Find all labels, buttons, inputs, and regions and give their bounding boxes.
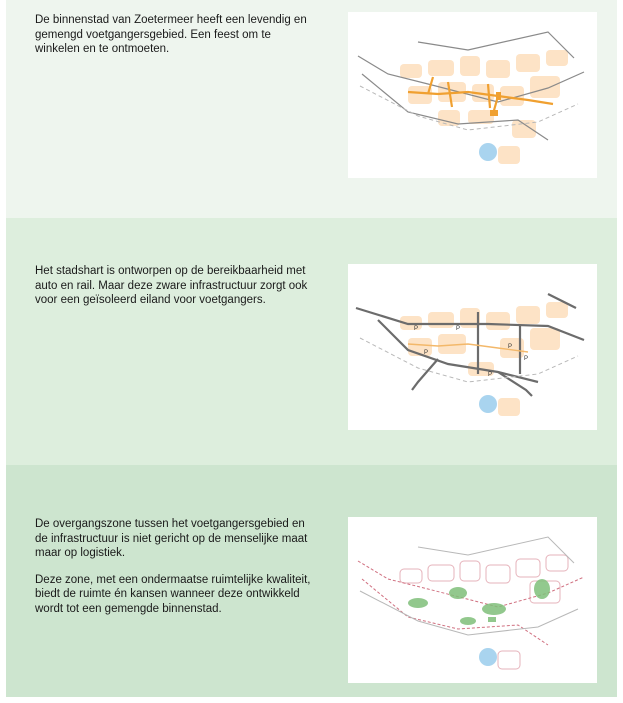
parking-label: P: [508, 344, 513, 350]
section-transition-zone: [6, 465, 617, 697]
paragraph: Deze zone, met een ondermaatse ruimtelijke kwaliteit, biedt de ruimte én kansen wanneer deze ontwikkeld wordt tot een gemengde binnenstad.: [35, 573, 311, 615]
map-transition-zone: [348, 517, 597, 683]
parking-label: P: [414, 326, 419, 332]
map-infrastructure: [348, 264, 597, 430]
section-infrastructure: [6, 218, 617, 465]
parking-label: P: [424, 350, 429, 356]
section-text: [35, 517, 315, 629]
paragraph: De overgangszone tussen het voetgangersgebied en de infrastructuur is niet gericht op de menselijke maat maar op logistiek.: [35, 518, 308, 560]
parking-label: P: [456, 326, 461, 332]
paragraph: De binnenstad van Zoetermeer heeft een levendig en gemengd voetgangersgebied. Een feest om te winkelen en te ontmoeten.: [35, 14, 307, 56]
section-text: [35, 13, 315, 69]
parking-label: P: [524, 356, 529, 362]
paragraph: Het stadshart is ontworpen op de bereikbaarheid met auto en rail. Maar deze zware infrastructuur zorgt ook voor een geïsoleerd eiland voor voetgangers.: [35, 265, 308, 307]
section-text: [35, 264, 315, 320]
parking-label: P: [488, 372, 493, 378]
section-pedestrian-area: [6, 0, 617, 218]
map-pedestrian-area: [348, 12, 597, 178]
